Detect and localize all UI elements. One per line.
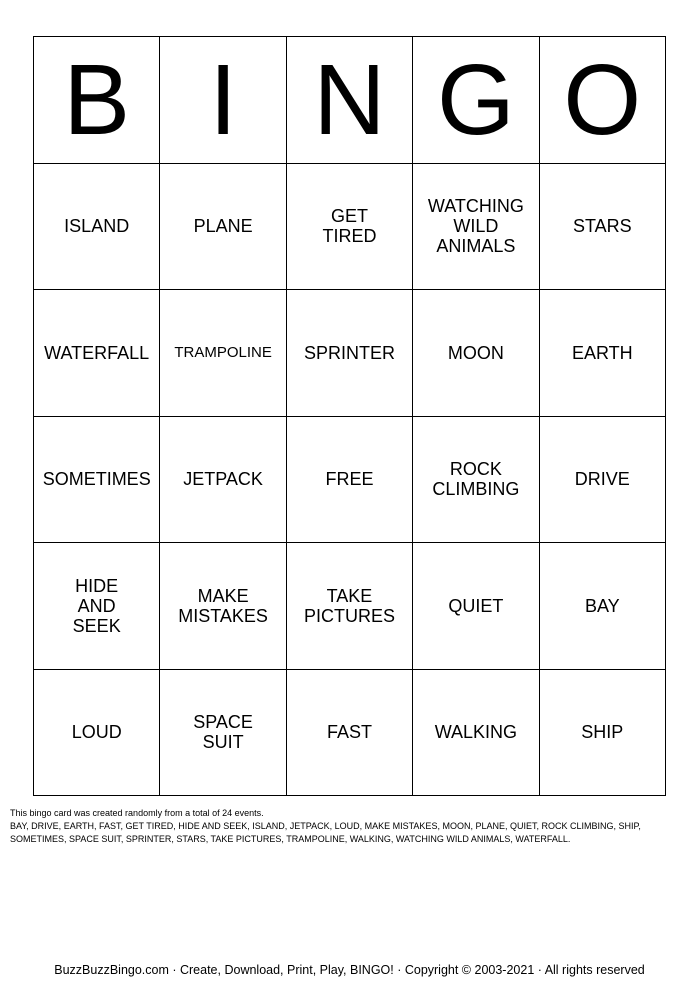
header-letter-b: B bbox=[34, 37, 160, 164]
cell-text: LOUD bbox=[71, 722, 122, 743]
bingo-cell bbox=[34, 417, 160, 544]
bingo-card bbox=[33, 36, 666, 796]
bingo-cell bbox=[540, 290, 666, 417]
cell-text: MISTAKES bbox=[178, 605, 268, 626]
cell-text: SEEK bbox=[72, 615, 121, 636]
cell-text: PICTURES bbox=[303, 605, 395, 626]
cell-text: FAST bbox=[326, 722, 372, 743]
header-letter-n: N bbox=[287, 37, 413, 164]
bingo-cell bbox=[413, 164, 539, 291]
bingo-cell bbox=[160, 290, 286, 417]
cell-text: HIDE bbox=[75, 575, 119, 596]
cell-text: PLANE bbox=[193, 216, 253, 237]
bingo-cell bbox=[34, 164, 160, 291]
header-letter-g: G bbox=[413, 37, 539, 164]
cell-text: ISLAND bbox=[64, 216, 130, 237]
cell-text: QUIET bbox=[448, 595, 504, 616]
bingo-cell bbox=[413, 670, 539, 797]
cell-text: GET bbox=[330, 206, 368, 227]
bingo-cell bbox=[34, 543, 160, 670]
footer-copyright: BuzzBuzzBingo.com · Create, Download, Print, Play, BINGO! · Copyright © 2003-2021 · All rights reserved bbox=[54, 963, 645, 977]
bingo-cell bbox=[287, 543, 413, 670]
header-letter-o: O bbox=[540, 37, 666, 164]
cell-text: TIRED bbox=[322, 226, 377, 247]
cell-text: CLIMBING bbox=[432, 479, 520, 500]
cell-text: WILD bbox=[453, 216, 499, 237]
bingo-cell bbox=[160, 543, 286, 670]
cell-text: MAKE bbox=[197, 585, 249, 606]
bingo-cell bbox=[413, 543, 539, 670]
bingo-cell bbox=[160, 164, 286, 291]
bingo-cell bbox=[413, 290, 539, 417]
cell-text: JETPACK bbox=[183, 469, 263, 490]
cell-text: MOON bbox=[447, 342, 504, 363]
cell-text: SOMETIMES bbox=[42, 469, 151, 490]
bingo-cell bbox=[287, 290, 413, 417]
cell-text: FREE bbox=[325, 469, 374, 490]
cell-text: TRAMPOLINE bbox=[174, 343, 272, 361]
bingo-cell-free bbox=[287, 417, 413, 544]
bingo-cell bbox=[34, 670, 160, 797]
cell-text: ANIMALS bbox=[436, 236, 516, 257]
cell-text: ROCK bbox=[449, 459, 502, 480]
cell-text: WALKING bbox=[434, 722, 518, 743]
bingo-cell bbox=[160, 417, 286, 544]
cell-text: SHIP bbox=[581, 722, 624, 743]
cell-text: SPRINTER bbox=[303, 342, 395, 363]
note-line: This bingo card was created randomly from a total of 24 events. bbox=[10, 808, 264, 818]
note-line: BAY, DRIVE, EARTH, FAST, GET TIRED, HIDE AND SEEK, ISLAND, JETPACK, LOUD, MAKE MISTAKES, MOON, PLANE, QUIET, ROCK CLIMBING, SHIP, bbox=[10, 821, 641, 831]
cell-text: SUIT bbox=[202, 732, 244, 753]
bingo-cell bbox=[34, 290, 160, 417]
cell-text: EARTH bbox=[571, 342, 633, 363]
bingo-cell bbox=[540, 543, 666, 670]
note-line: SOMETIMES, SPACE SUIT, SPRINTER, STARS, TAKE PICTURES, TRAMPOLINE, WALKING, WATCHING WILD ANIMALS, WATERFALL. bbox=[10, 834, 571, 844]
cell-text: WATERFALL bbox=[44, 342, 150, 363]
header-letter-i: I bbox=[160, 37, 286, 164]
event-list-note bbox=[10, 807, 690, 846]
bingo-cell bbox=[413, 417, 539, 544]
cell-text: BAY bbox=[584, 595, 620, 616]
cell-text: STARS bbox=[572, 216, 632, 237]
bingo-cell bbox=[287, 670, 413, 797]
cell-text: TAKE bbox=[326, 585, 373, 606]
cell-text: SPACE bbox=[193, 712, 253, 733]
bingo-cell bbox=[160, 670, 286, 797]
cell-text: AND bbox=[77, 595, 116, 616]
bingo-cell bbox=[540, 670, 666, 797]
cell-text: DRIVE bbox=[574, 469, 630, 490]
bingo-cell bbox=[287, 164, 413, 291]
bingo-cell bbox=[540, 417, 666, 544]
cell-text: WATCHING bbox=[427, 196, 524, 217]
bingo-cell bbox=[540, 164, 666, 291]
